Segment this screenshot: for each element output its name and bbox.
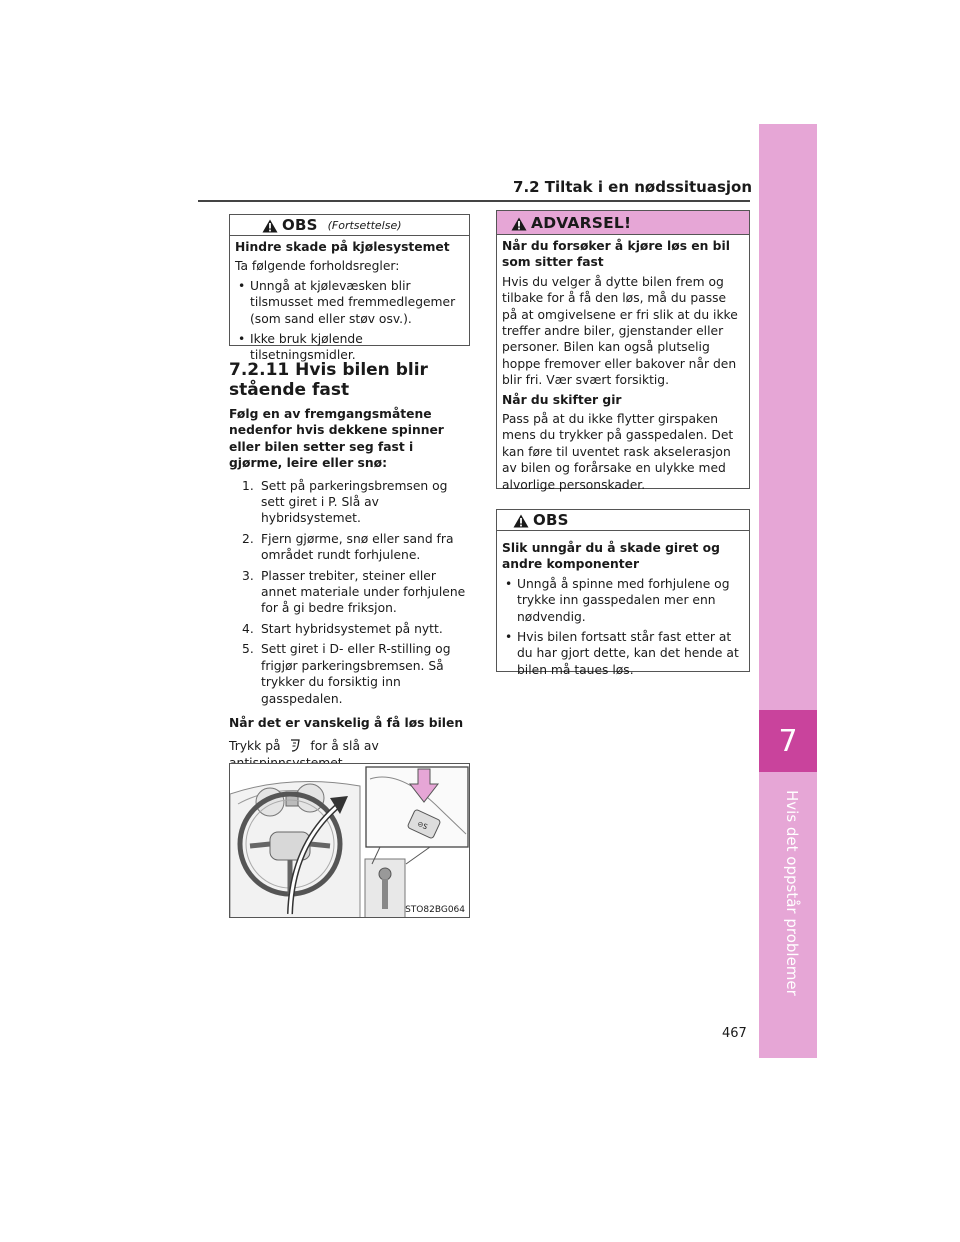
advarsel-title: ADVARSEL! [531,213,632,232]
step-item: 5. Sett giret i D- eller R-stilling og frigjør parkeringsbremsen. Så trykker du forsiktig inn gasspedalen. [242,642,451,706]
obs-intro: Ta følgende forholdsregler: [235,259,400,274]
press-instruction: Trykk på for å slå av [229,739,379,754]
obs-bullet: • Unngå at kjølevæsken blir tilsmusset med fremmedlegemer (som sand eller støv osv.). [235,278,463,327]
step-item: 1. Sett på parkeringsbremsen og sett giret i P. Slå av hybridsystemet. [242,478,448,526]
obs-box-header [230,215,469,236]
page-number: 467 [722,1026,747,1041]
obs-bullet: • Hvis bilen fortsatt står fast etter at du har gjort dette, kan det hende at bilen må taues løs. [502,629,743,678]
section-title: 7.2 Tiltak i en nødssituasjon [513,178,752,196]
advarsel-paragraph: Pass på at du ikke flytter girspaken mens du trykker på gasspedalen. Det kan føre til uventet rask akselerasjon av bilen og forårsake en ulykke med alvorlige personskader. [502,412,734,492]
section-heading: 7.2.11 Hvis bilen blir stående fast [229,360,428,400]
obs-bullet: • Unngå å spinne med forhjulene og trykke inn gasspedalen mer enn nødvendig. [502,576,743,625]
obs-heading: Hindre skade på kjølesystemet [235,240,450,254]
dashboard-illustration [229,763,470,918]
advarsel-heading: Når du forsøker å kjøre løs en bil som sitter fast [502,239,730,270]
step-item: 3. Plasser trebiter, steiner eller annet materiale under forhjulene for å gi bedre friksjon. [242,568,466,616]
advarsel-box [496,210,750,492]
advarsel-header [497,211,749,235]
traction-control-off-icon [288,738,302,753]
section-subheading: Når det er vanskelig å få løs bilen [229,715,464,730]
obs-bullet: • Ikke bruk kjølende tilsetningsmidler. [235,331,463,364]
step-item: 2. Fjern gjørme, snø eller sand fra området rundt forhjulene. [242,531,454,563]
section-lead: Følg en av fremgangsmåtene nedenfor hvis dekkene spinner eller bilen setter seg fast i gjørme, leire eller snø: [229,407,444,471]
warning-icon [511,217,527,231]
warning-icon [513,514,529,528]
obs-title: OBS [533,511,569,529]
warning-icon [262,219,278,233]
advarsel-heading: Når du skifter gir [502,392,622,407]
svg-text:⊘S: ⊘S [416,819,429,832]
header-divider [198,200,750,202]
obs-heading: Slik unngår du å skade giret og andre komponenter [502,541,720,572]
obs-box-header [497,510,749,531]
chapter-number: 7 [759,710,817,772]
continued-label: (Fortsettelse) [327,218,402,232]
figure-code: STO82BG064 [405,905,465,915]
steering-wheel-illustration [230,764,470,918]
chapter-label: Hvis det oppstår problemer [783,790,801,996]
obs-title: OBS [282,216,318,234]
step-item: 4. Start hybridsystemet på nytt. [242,621,443,636]
section-body [229,406,470,814]
obs-box-continued [229,214,470,363]
advarsel-paragraph: Hvis du velger å dytte bilen frem og tilbake for å få den løs, må du passe på at omgivelsene er fri slik at du ikke treffer andre biler, gjenstander eller personer. Bilen kan også plutselig hoppe fremover eller bakover når den blir fri. Vær svært forsiktig. [502,274,738,388]
obs-box [496,509,750,677]
